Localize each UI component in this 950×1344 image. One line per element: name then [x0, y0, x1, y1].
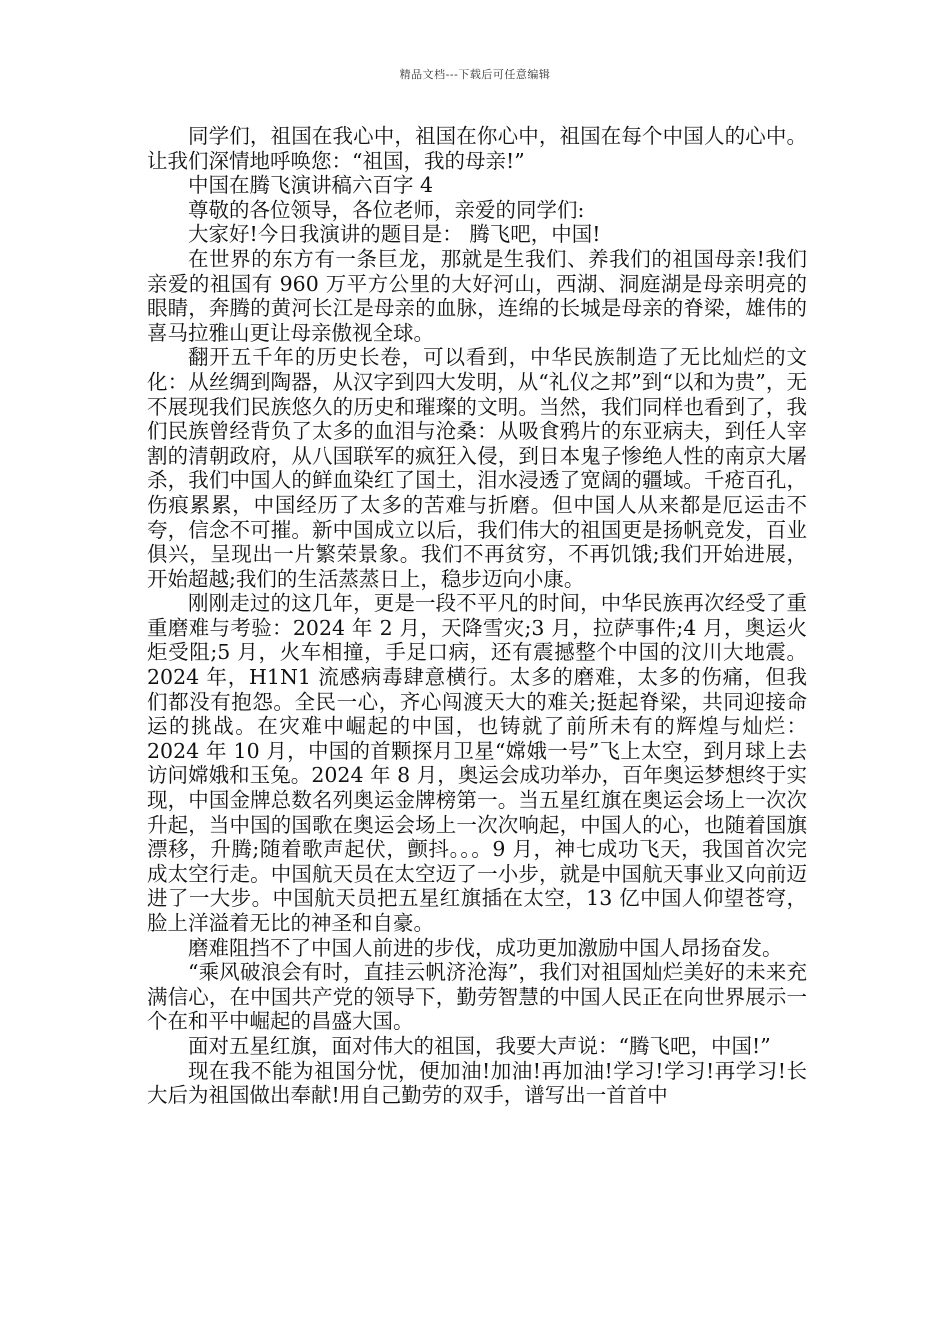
paragraph-declaration: 面对五星红旗，面对伟大的祖国，我要大声说：“腾飞吧，中国!”	[188, 1033, 771, 1058]
paragraph-confidence: “乘风破浪会有时，直挂云帆济沧海”，我们对祖国灿烂美好的未来充满信心，在中国共产党的领导下，勤劳智慧的中国人民正在向世界展示一个在和平中崛起的昌盛大国。	[147, 960, 807, 1034]
paragraph-history: 翻开五千年的历史长卷，可以看到，中华民族制造了无比灿烂的文化：从丝绸到陶器，从汉字到四大发明，从“礼仪之邦”到“以和为贵”，无不展现我们民族悠久的历史和璀璨的文明。当然，我们同样也看到了，我们民族曾经背负了太多的血泪与沧桑：从吸食鸦片的东亚病夫，到任人宰割的清朝政府，从八国联军的疯狂入侵，到日本鬼子惨绝人性的南京大屠杀，我们中国人的鲜血染红了国土，泪水浸透了宽阔的疆域。千疮百孔，伤痕累累，中国经历了太多的苦难与折磨。但中国人从来都是厄运击不夸，信念不可摧。新中国成立以后，我们伟大的祖国更是扬帆竞发，百业俱兴，呈现出一片繁荣景象。我们不再贫穷，不再饥饿;我们开始进展，开始超越;我们的生活蒸蒸日上，稳步迈向小康。	[147, 345, 807, 591]
greeting: 大家好!今日我演讲的题目是： 腾飞吧，中国!	[188, 222, 601, 247]
salutation: 尊敬的各位领导，各位老师，亲爱的同学们:	[188, 197, 585, 222]
page-header: 精品文档---下载后可任意编辑	[399, 68, 551, 81]
section-title: 中国在腾飞演讲稿六百字 4	[188, 173, 434, 198]
paragraph-progress: 磨难阻挡不了中国人前进的步伐，成功更加激励中国人昂扬奋发。	[188, 935, 783, 960]
paragraph-recent-years: 刚刚走过的这几年，更是一段不平凡的时间，中华民族再次经受了重重磨难与考验：2024 年 2 月，天降雪灾;3 月，拉萨事件;4 月，奥运火炬受阻;5 月，火车相撞，手足口病，还有震撼整个中国的汶川大地震。2024 年，H1N1 流感病毒肆意横行。太多的磨难，太多的伤痛，但我们都没有抱怨。全民一心，齐心闯渡天大的难关;挺起脊梁，共同迎接命运的挑战。在灾难中崛起的中国，也铸就了前所未有的辉煌与灿烂：2024 年 10 月，中国的首颗探月卫星“嫦娥一号”飞上太空，到月球上去访问嫦娥和玉兔。2024 年 8 月，奥运会成功举办，百年奥运梦想终于实现，中国金牌总数名列奥运金牌榜第一。当五星红旗在奥运会场上一次次升起，当中国的国歌在奥运会场上一次次响起，中国人的心，也随着国旗漂移，升腾;随着歌声起伏，颤抖。。。9 月，神七成功飞天，我国首次完成太空行走。中国航天员在太空迈了一小步，就是中国航天事业又向前迈进了一大步。中国航天员把五星红旗插在太空，13 亿中国人仰望苍穹，脸上洋溢着无比的神圣和自豪。	[147, 591, 807, 935]
document-body	[147, 124, 807, 1108]
paragraph-intro: 在世界的东方有一条巨龙，那就是生我们、养我们的祖国母亲!我们亲爱的祖国有 960 万平方公里的大好河山，西湖、洞庭湖是母亲明亮的眼睛，奔腾的黄河长江是母亲的血脉，连绵的长城是母亲的脊梁，雄伟的喜马拉雅山更让母亲傲视全球。	[147, 246, 807, 345]
paragraph-resolve: 现在我不能为祖国分忧，便加油!加油!再加油!学习!学习!再学习!长大后为祖国做出奉献!用自己勤劳的双手，谱写出一首首中	[147, 1058, 807, 1108]
paragraph-closing: 同学们，祖国在我心中，祖国在你心中，祖国在每个中国人的心中。让我们深情地呼唤您：“祖国，我的母亲!”	[147, 124, 807, 173]
